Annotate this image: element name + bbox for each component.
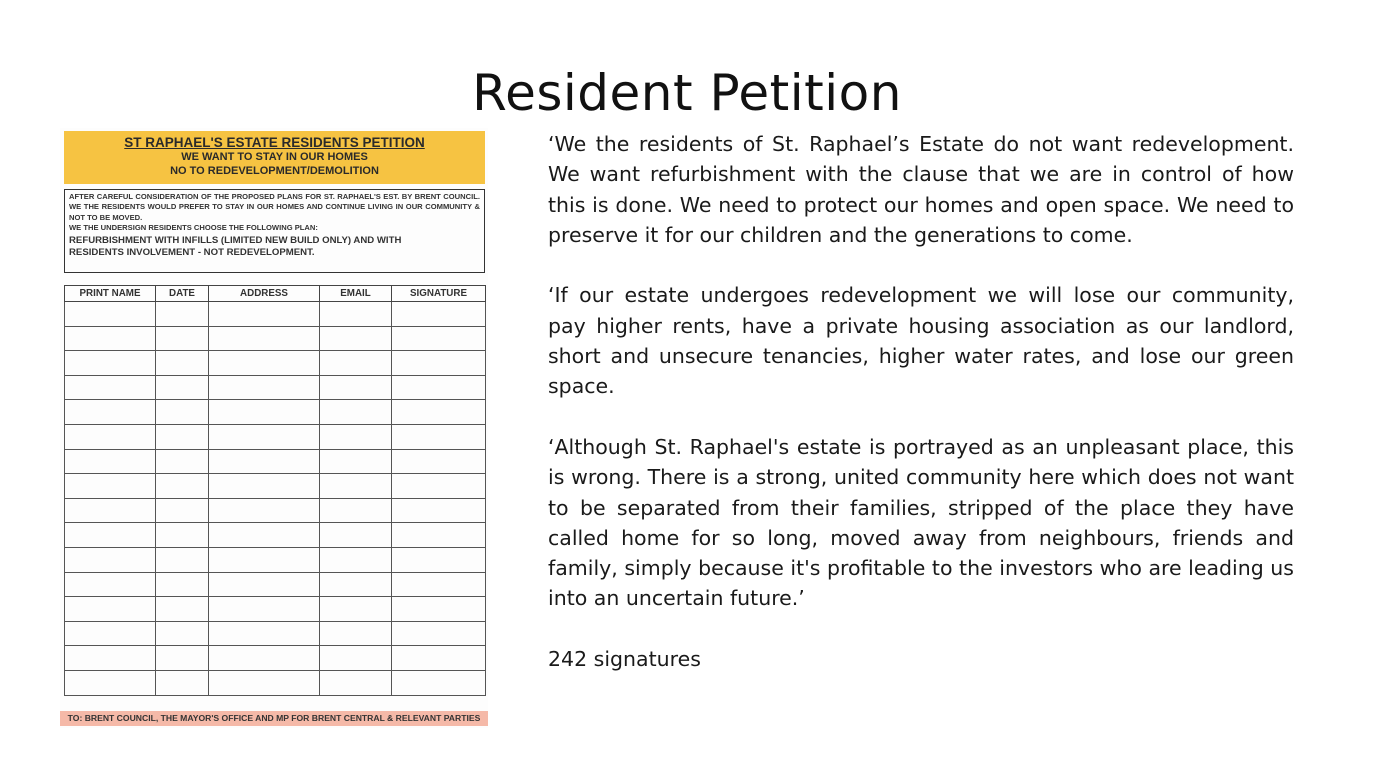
table-row: [65, 670, 486, 695]
table-cell: [209, 302, 320, 327]
table-cell: [156, 646, 209, 671]
table-row: [65, 326, 486, 351]
table-row: [65, 621, 486, 646]
table-cell: [392, 523, 486, 548]
slide-title: Resident Petition: [472, 63, 902, 122]
petition-subheading-2: NO TO REDEVELOPMENT/DEMOLITION: [170, 165, 379, 177]
table-cell: [209, 326, 320, 351]
table-cell: [392, 498, 486, 523]
petition-plan-line-1: REFURBISHMENT WITH INFILLS (LIMITED NEW BUILD ONLY) AND WITH: [69, 234, 402, 246]
table-cell: [156, 621, 209, 646]
table-cell: [65, 670, 156, 695]
table-cell: [65, 449, 156, 474]
table-cell: [320, 351, 392, 376]
table-cell: [392, 302, 486, 327]
table-cell: [320, 670, 392, 695]
column-header: DATE: [156, 286, 209, 302]
table-cell: [209, 351, 320, 376]
table-cell: [320, 523, 392, 548]
signature-count: 242 signatures: [548, 647, 701, 672]
petition-footer: TO: BRENT COUNCIL, THE MAYOR'S OFFICE AND MP FOR BRENT CENTRAL & RELEVANT PARTIES: [60, 711, 488, 726]
table-cell: [392, 400, 486, 425]
table-cell: [320, 646, 392, 671]
table-row: [65, 572, 486, 597]
table-row: [65, 375, 486, 400]
table-cell: [65, 400, 156, 425]
table-cell: [209, 474, 320, 499]
table-cell: [209, 498, 320, 523]
table-cell: [320, 597, 392, 622]
table-cell: [320, 547, 392, 572]
petition-heading: ST RAPHAEL'S ESTATE RESIDENTS PETITION: [124, 135, 425, 150]
petition-header: [64, 131, 485, 184]
table-cell: [320, 326, 392, 351]
table-row: [65, 302, 486, 327]
table-cell: [392, 351, 486, 376]
table-cell: [209, 621, 320, 646]
table-cell: [65, 572, 156, 597]
table-row: [65, 523, 486, 548]
petition-statement-text: AFTER CAREFUL CONSIDERATION OF THE PROPOSED PLANS FOR ST. RAPHAEL'S EST. BY BRENT COUNCIL. WE THE RESIDENTS WOULD PREFER TO STAY IN OUR HOMES AND CONTINUE LIVING IN OUR COMMUNITY & NOT TO BE MOVED.: [69, 192, 480, 222]
quote-paragraph-1: ‘We the residents of St. Raphael’s Estate do not want redevelopment. We want refurbishment with the clause that we are in control of how this is done. We need to protect our homes and open space. We need to preserve it for our children and the generations to come.: [548, 132, 1294, 247]
table-cell: [209, 670, 320, 695]
table-cell: [156, 424, 209, 449]
table-cell: [320, 474, 392, 499]
table-row: [65, 597, 486, 622]
table-cell: [156, 400, 209, 425]
table-row: [65, 646, 486, 671]
table-cell: [392, 424, 486, 449]
table-cell: [320, 498, 392, 523]
table-cell: [392, 326, 486, 351]
table-cell: [156, 375, 209, 400]
column-header: PRINT NAME: [65, 286, 156, 302]
table-cell: [320, 302, 392, 327]
table-cell: [156, 597, 209, 622]
table-cell: [156, 498, 209, 523]
table-cell: [156, 351, 209, 376]
table-cell: [156, 302, 209, 327]
table-cell: [156, 449, 209, 474]
table-cell: [320, 449, 392, 474]
table-row: [65, 424, 486, 449]
table-cell: [65, 351, 156, 376]
petition-statement: [64, 189, 485, 273]
table-cell: [65, 597, 156, 622]
table-cell: [209, 449, 320, 474]
table-cell: [65, 326, 156, 351]
signature-rows: [65, 302, 486, 696]
table-cell: [65, 302, 156, 327]
table-cell: [392, 572, 486, 597]
table-cell: [65, 547, 156, 572]
table-cell: [320, 572, 392, 597]
table-cell: [392, 547, 486, 572]
table-cell: [209, 523, 320, 548]
table-cell: [320, 424, 392, 449]
petition-subheading-1: WE WANT TO STAY IN OUR HOMES: [181, 151, 368, 163]
table-cell: [209, 547, 320, 572]
table-cell: [156, 326, 209, 351]
table-cell: [209, 572, 320, 597]
table-row: [65, 474, 486, 499]
column-header: SIGNATURE: [392, 286, 486, 302]
signature-table: [64, 285, 486, 696]
table-cell: [65, 621, 156, 646]
table-cell: [209, 400, 320, 425]
table-row: [65, 449, 486, 474]
signature-table-header: [65, 286, 486, 302]
table-cell: [156, 572, 209, 597]
quote-paragraph-3: ‘Although St. Raphael's estate is portrayed as an unpleasant place, this is wrong. There is a strong, united community here which does not want to be separated from their families, stripped of the place they have called home for so long, moved away from neighbours, friends and family, simply because it's profitable to the investors who are leading us into an uncertain future.’: [548, 434, 1294, 611]
table-cell: [320, 621, 392, 646]
table-cell: [65, 375, 156, 400]
table-cell: [392, 597, 486, 622]
table-row: [65, 498, 486, 523]
table-cell: [65, 523, 156, 548]
table-cell: [392, 670, 486, 695]
table-cell: [209, 424, 320, 449]
table-cell: [65, 498, 156, 523]
petition-form-image: [60, 128, 488, 728]
quote-paragraph-2: ‘If our estate undergoes redevelopment we will lose our community, pay higher rents, have a private housing association as our landlord, short and unsecure tenancies, higher water rates, and lose our green space.: [548, 283, 1294, 399]
table-row: [65, 351, 486, 376]
table-cell: [156, 474, 209, 499]
table-cell: [392, 375, 486, 400]
table-row: [65, 547, 486, 572]
table-cell: [156, 547, 209, 572]
column-header: ADDRESS: [209, 286, 320, 302]
petition-plan-line-2: RESIDENTS INVOLVEMENT - NOT REDEVELOPMENT.: [69, 246, 315, 258]
table-cell: [209, 375, 320, 400]
table-cell: [65, 646, 156, 671]
table-cell: [209, 646, 320, 671]
table-cell: [65, 424, 156, 449]
table-cell: [156, 523, 209, 548]
table-cell: [156, 670, 209, 695]
table-cell: [392, 621, 486, 646]
table-cell: [209, 597, 320, 622]
table-cell: [65, 474, 156, 499]
column-header: EMAIL: [320, 286, 392, 302]
table-row: [65, 400, 486, 425]
table-cell: [392, 449, 486, 474]
table-cell: [392, 646, 486, 671]
petition-statement-choice: WE THE UNDERSIGN RESIDENTS CHOOSE THE FOLLOWING PLAN:: [69, 223, 318, 233]
table-cell: [392, 474, 486, 499]
table-cell: [320, 375, 392, 400]
petition-description: [548, 129, 1294, 674]
table-cell: [320, 400, 392, 425]
